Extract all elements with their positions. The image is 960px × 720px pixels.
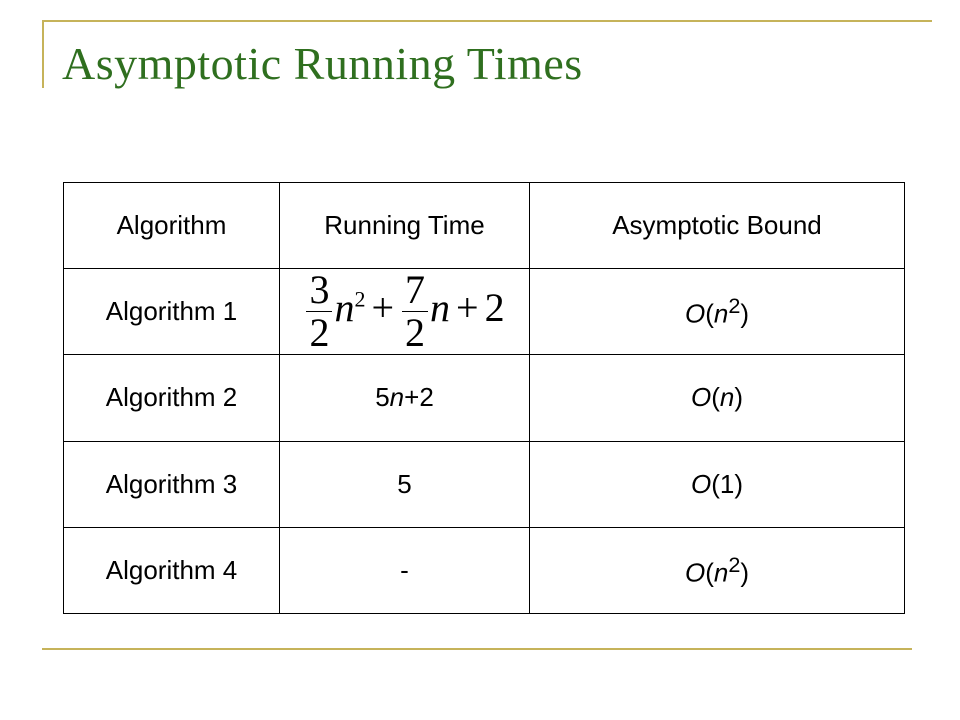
table-header-row <box>64 183 905 269</box>
cell-running-time <box>280 269 530 355</box>
cell-algorithm: Algorithm 2 <box>64 355 280 441</box>
running-times-table <box>63 182 905 614</box>
cell-algorithm: Algorithm 3 <box>64 441 280 527</box>
cell-running-time: 5 <box>280 441 530 527</box>
cell-bound: $O(n^2)$ <box>530 527 905 613</box>
table-row <box>64 527 905 613</box>
fraction: $\frac{3}{2}$ <box>306 269 332 354</box>
cell-bound: $O(n^2)$ <box>530 269 905 355</box>
table-row <box>64 269 905 355</box>
cell-running-time: - <box>280 527 530 613</box>
cell-bound: O(1) <box>530 441 905 527</box>
running-time-formula: $\frac{3}{2}$ $n^2$ + $\frac{7}{2}$ n + 2 <box>304 285 504 330</box>
table-row <box>64 441 905 527</box>
cell-algorithm: Algorithm 1 <box>64 269 280 355</box>
left-accent-line <box>42 20 44 88</box>
bottom-accent-line <box>42 648 912 650</box>
cell-running-time: 5n+2 <box>280 355 530 441</box>
table-row <box>64 355 905 441</box>
fraction: $\frac{7}{2}$ <box>402 269 428 354</box>
slide-title: Asymptotic Running Times <box>62 38 583 89</box>
top-accent-line <box>42 20 932 22</box>
cell-bound: O(n) <box>530 355 905 441</box>
header-running-time: Running Time <box>280 183 530 269</box>
cell-algorithm: Algorithm 4 <box>64 527 280 613</box>
header-algorithm: Algorithm <box>64 183 280 269</box>
header-asymptotic-bound: Asymptotic Bound <box>530 183 905 269</box>
